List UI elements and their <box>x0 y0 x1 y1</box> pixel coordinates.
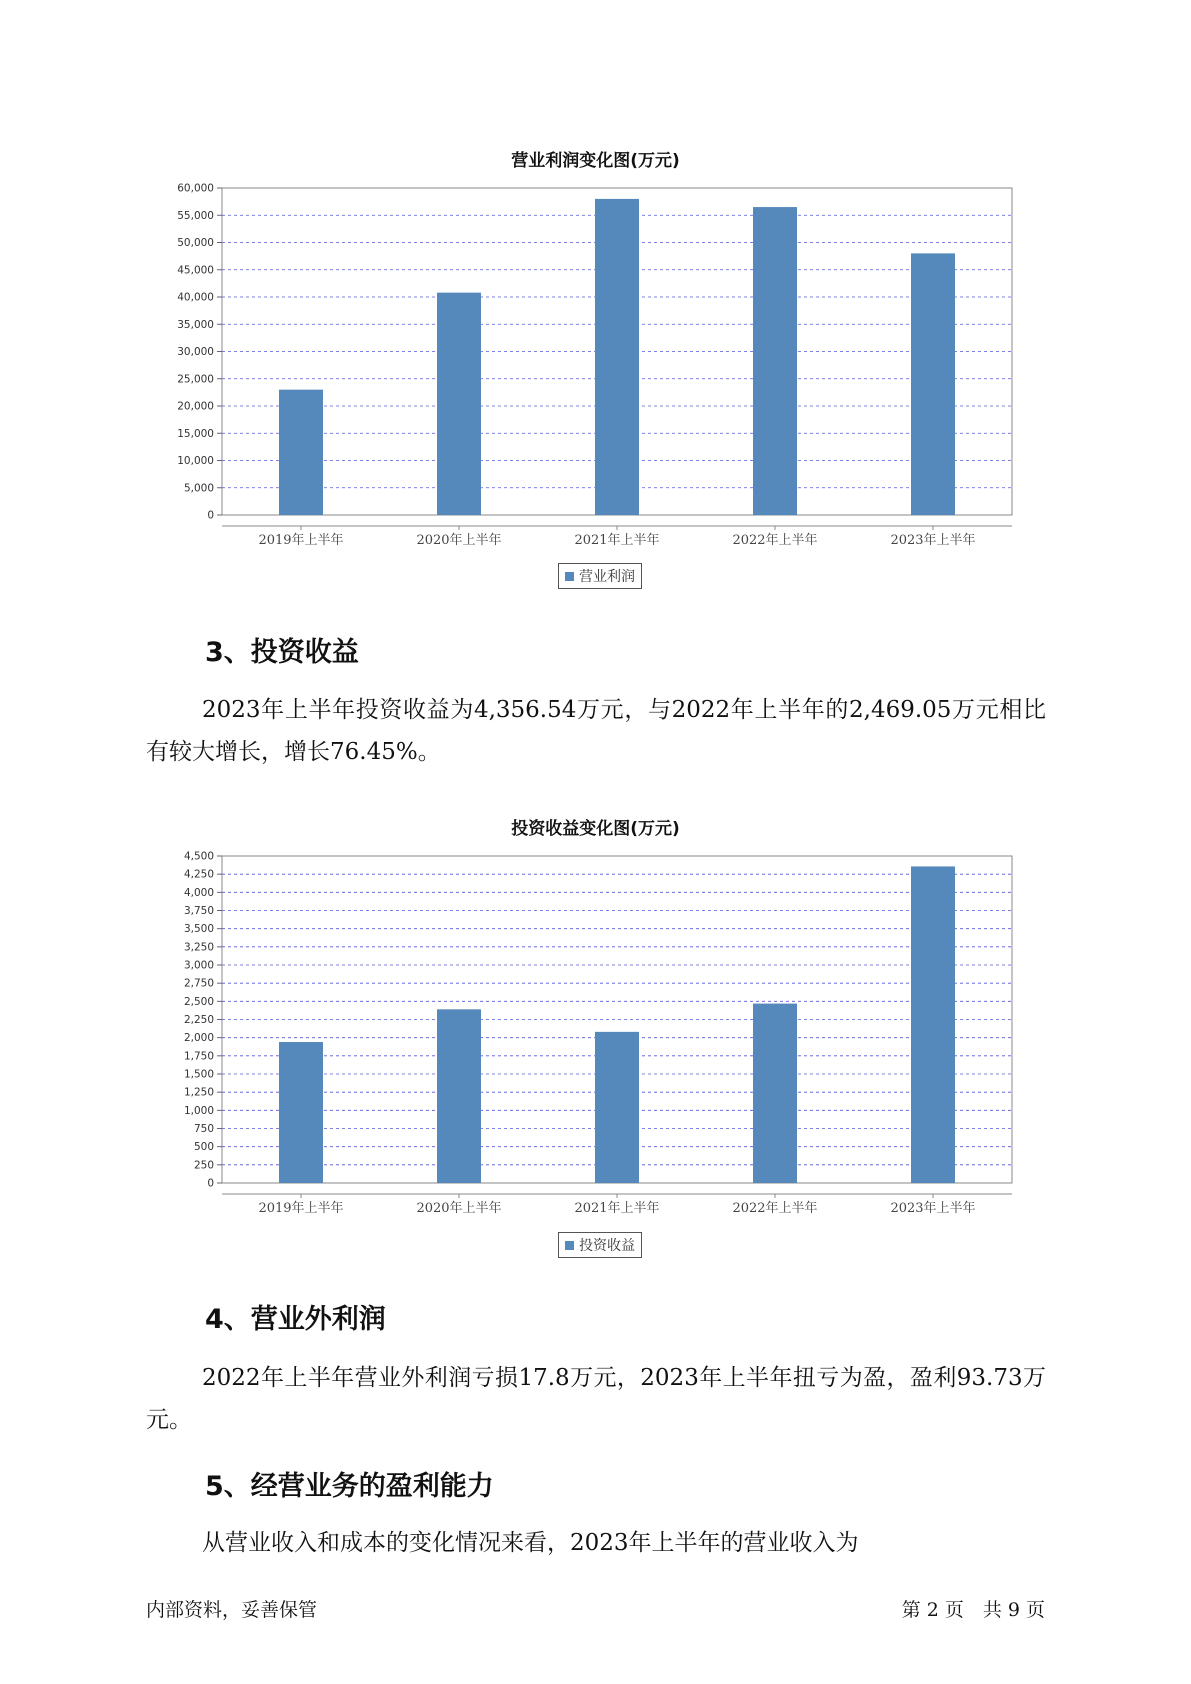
y-tick-label: 40,000 <box>177 291 214 304</box>
y-tick-label: 50,000 <box>177 237 214 249</box>
legend-swatch <box>565 572 574 581</box>
bar-4 <box>753 1004 797 1183</box>
y-tick-label: 2,000 <box>183 1032 214 1045</box>
y-tick-label: 15,000 <box>177 427 214 440</box>
section-heading-profitability: 5、经营业务的盈利能力 <box>205 1471 494 1502</box>
legend-label: 营业利润 <box>579 569 635 585</box>
y-tick-label: 500 <box>193 1141 214 1154</box>
x-tick-label: 2021年上半年 <box>574 1201 660 1216</box>
chart-1-legend <box>558 563 642 589</box>
footer-confidential-note: 内部资料，妥善保管 <box>146 1599 318 1621</box>
y-tick-label: 3,000 <box>183 959 214 972</box>
chart-1-operating-profit <box>0 170 1191 548</box>
y-tick-label: 3,750 <box>183 905 214 917</box>
y-tick-label: 4,000 <box>183 886 214 899</box>
y-tick-label: 1,750 <box>183 1050 214 1063</box>
y-tick-label: 3,500 <box>183 923 214 936</box>
y-tick-label: 2,250 <box>183 1014 214 1026</box>
section-heading-non-operating-profit: 4、营业外利润 <box>205 1304 386 1335</box>
section-heading-investment-income: 3、投资收益 <box>205 637 359 668</box>
x-tick-label: 2023年上半年 <box>890 1201 976 1216</box>
y-tick-label: 1,000 <box>183 1104 214 1117</box>
y-tick-label: 1,250 <box>183 1086 214 1099</box>
y-tick-label: 250 <box>193 1159 214 1172</box>
y-tick-label: 0 <box>207 509 214 522</box>
x-tick-label: 2020年上半年 <box>416 533 502 548</box>
chart-2-legend <box>558 1232 642 1258</box>
y-tick-label: 10,000 <box>177 455 214 467</box>
y-tick-label: 4,500 <box>183 850 214 863</box>
bar-1 <box>279 390 323 515</box>
y-tick-label: 55,000 <box>177 209 214 222</box>
y-tick-label: 35,000 <box>177 318 214 331</box>
bar-2 <box>437 293 481 515</box>
y-tick-label: 20,000 <box>177 400 214 413</box>
bar-5 <box>911 866 955 1183</box>
y-tick-label: 5,000 <box>183 482 214 495</box>
section-paragraph-non-operating-profit: 2022年上半年营业外利润亏损17.8万元，2023年上半年扭亏为盈，盈利93.73万元。 <box>146 1365 1046 1433</box>
x-tick-label: 2021年上半年 <box>574 533 660 548</box>
y-tick-label: 4,250 <box>183 868 214 881</box>
bar-2 <box>437 1009 481 1183</box>
bar-3 <box>595 1032 639 1183</box>
legend-label: 投资收益 <box>579 1238 635 1254</box>
x-tick-label: 2019年上半年 <box>258 533 344 548</box>
bar-3 <box>595 199 639 515</box>
bar-5 <box>911 253 955 515</box>
chart-2-investment-income <box>0 838 1191 1216</box>
section-paragraph-profitability: 从营业收入和成本的变化情况来看，2023年上半年的营业收入为 <box>202 1530 859 1556</box>
section-paragraph-investment-income: 2023年上半年投资收益为4,356.54万元，与2022年上半年的2,469.05万元相比有较大增长，增长76.45%。 <box>146 697 1046 765</box>
footer-page-number: 第 2 页 共 9 页 <box>901 1599 1045 1621</box>
x-tick-label: 2022年上半年 <box>732 533 818 548</box>
x-tick-label: 2022年上半年 <box>732 1201 818 1216</box>
y-tick-label: 0 <box>207 1177 214 1190</box>
x-tick-label: 2023年上半年 <box>890 533 976 548</box>
y-tick-label: 25,000 <box>177 373 214 386</box>
x-tick-label: 2020年上半年 <box>416 1201 502 1216</box>
bar-1 <box>279 1042 323 1183</box>
y-tick-label: 3,250 <box>183 941 214 954</box>
y-tick-label: 60,000 <box>177 182 214 195</box>
x-tick-label: 2019年上半年 <box>258 1201 344 1216</box>
y-tick-label: 2,500 <box>183 995 214 1008</box>
legend-swatch <box>565 1241 574 1250</box>
y-tick-label: 45,000 <box>177 264 214 277</box>
y-tick-label: 750 <box>193 1123 214 1135</box>
bar-4 <box>753 207 797 515</box>
chart-1-title: 营业利润变化图(万元) <box>511 151 680 171</box>
y-tick-label: 30,000 <box>177 346 214 358</box>
y-tick-label: 1,500 <box>183 1068 214 1081</box>
y-tick-label: 2,750 <box>183 977 214 990</box>
chart-2-title: 投资收益变化图(万元) <box>511 819 680 839</box>
